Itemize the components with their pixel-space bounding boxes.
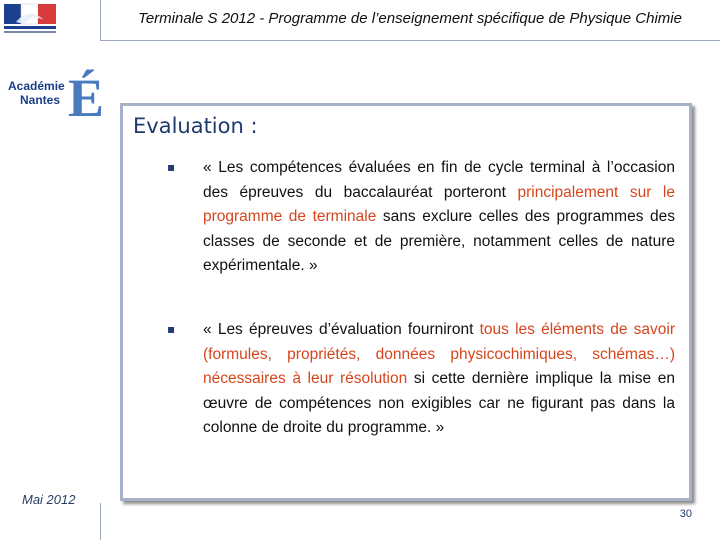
bullet-text-epreuves [203, 318, 675, 441]
bullet-text-competences [203, 156, 675, 279]
text-run: sans exclure celles des programmes des classes de seconde et de première, notamment celles de nature expérimentale. » [203, 208, 676, 275]
text-run: si cette dernière implique la mise en œuvre de compétences non exigibles car ne figurant pas dans la colonne de droite du programme. » [203, 370, 675, 437]
highlighted-text: tous les éléments de savoir (formules, propriétés, données physicochimiques, schémas…) nécessaires à leur résolution [203, 321, 675, 388]
republique-francaise-logo [2, 2, 60, 36]
svg-text:Académie: Académie [8, 79, 65, 93]
svg-text:Nantes: Nantes [20, 93, 61, 107]
highlighted-text: principalement sur le programme de terminale [203, 183, 676, 226]
bullet-marker: ▪ [167, 322, 176, 336]
text-run: « Les compétences évaluées en fin de cycle terminal à l’occasion des épreuves du baccalauréat porteront [203, 159, 675, 201]
academie-nantes-logo [6, 60, 105, 128]
page-header-title: Terminale S 2012 - Programme de l’enseignement spécifique de Physique Chimie [138, 10, 682, 27]
svg-text:É: É [68, 68, 105, 128]
footer-divider-vertical [100, 503, 101, 540]
bullet-marker: ▪ [167, 160, 176, 174]
header-divider [100, 40, 720, 41]
header-divider-vertical [100, 0, 101, 41]
slide-title: Evaluation : [133, 114, 258, 138]
date-label: Mai 2012 [22, 492, 76, 507]
content-card [120, 103, 692, 501]
page-number: 30 [679, 508, 692, 520]
text-run: « Les épreuves d’évaluation fourniront [203, 321, 480, 338]
